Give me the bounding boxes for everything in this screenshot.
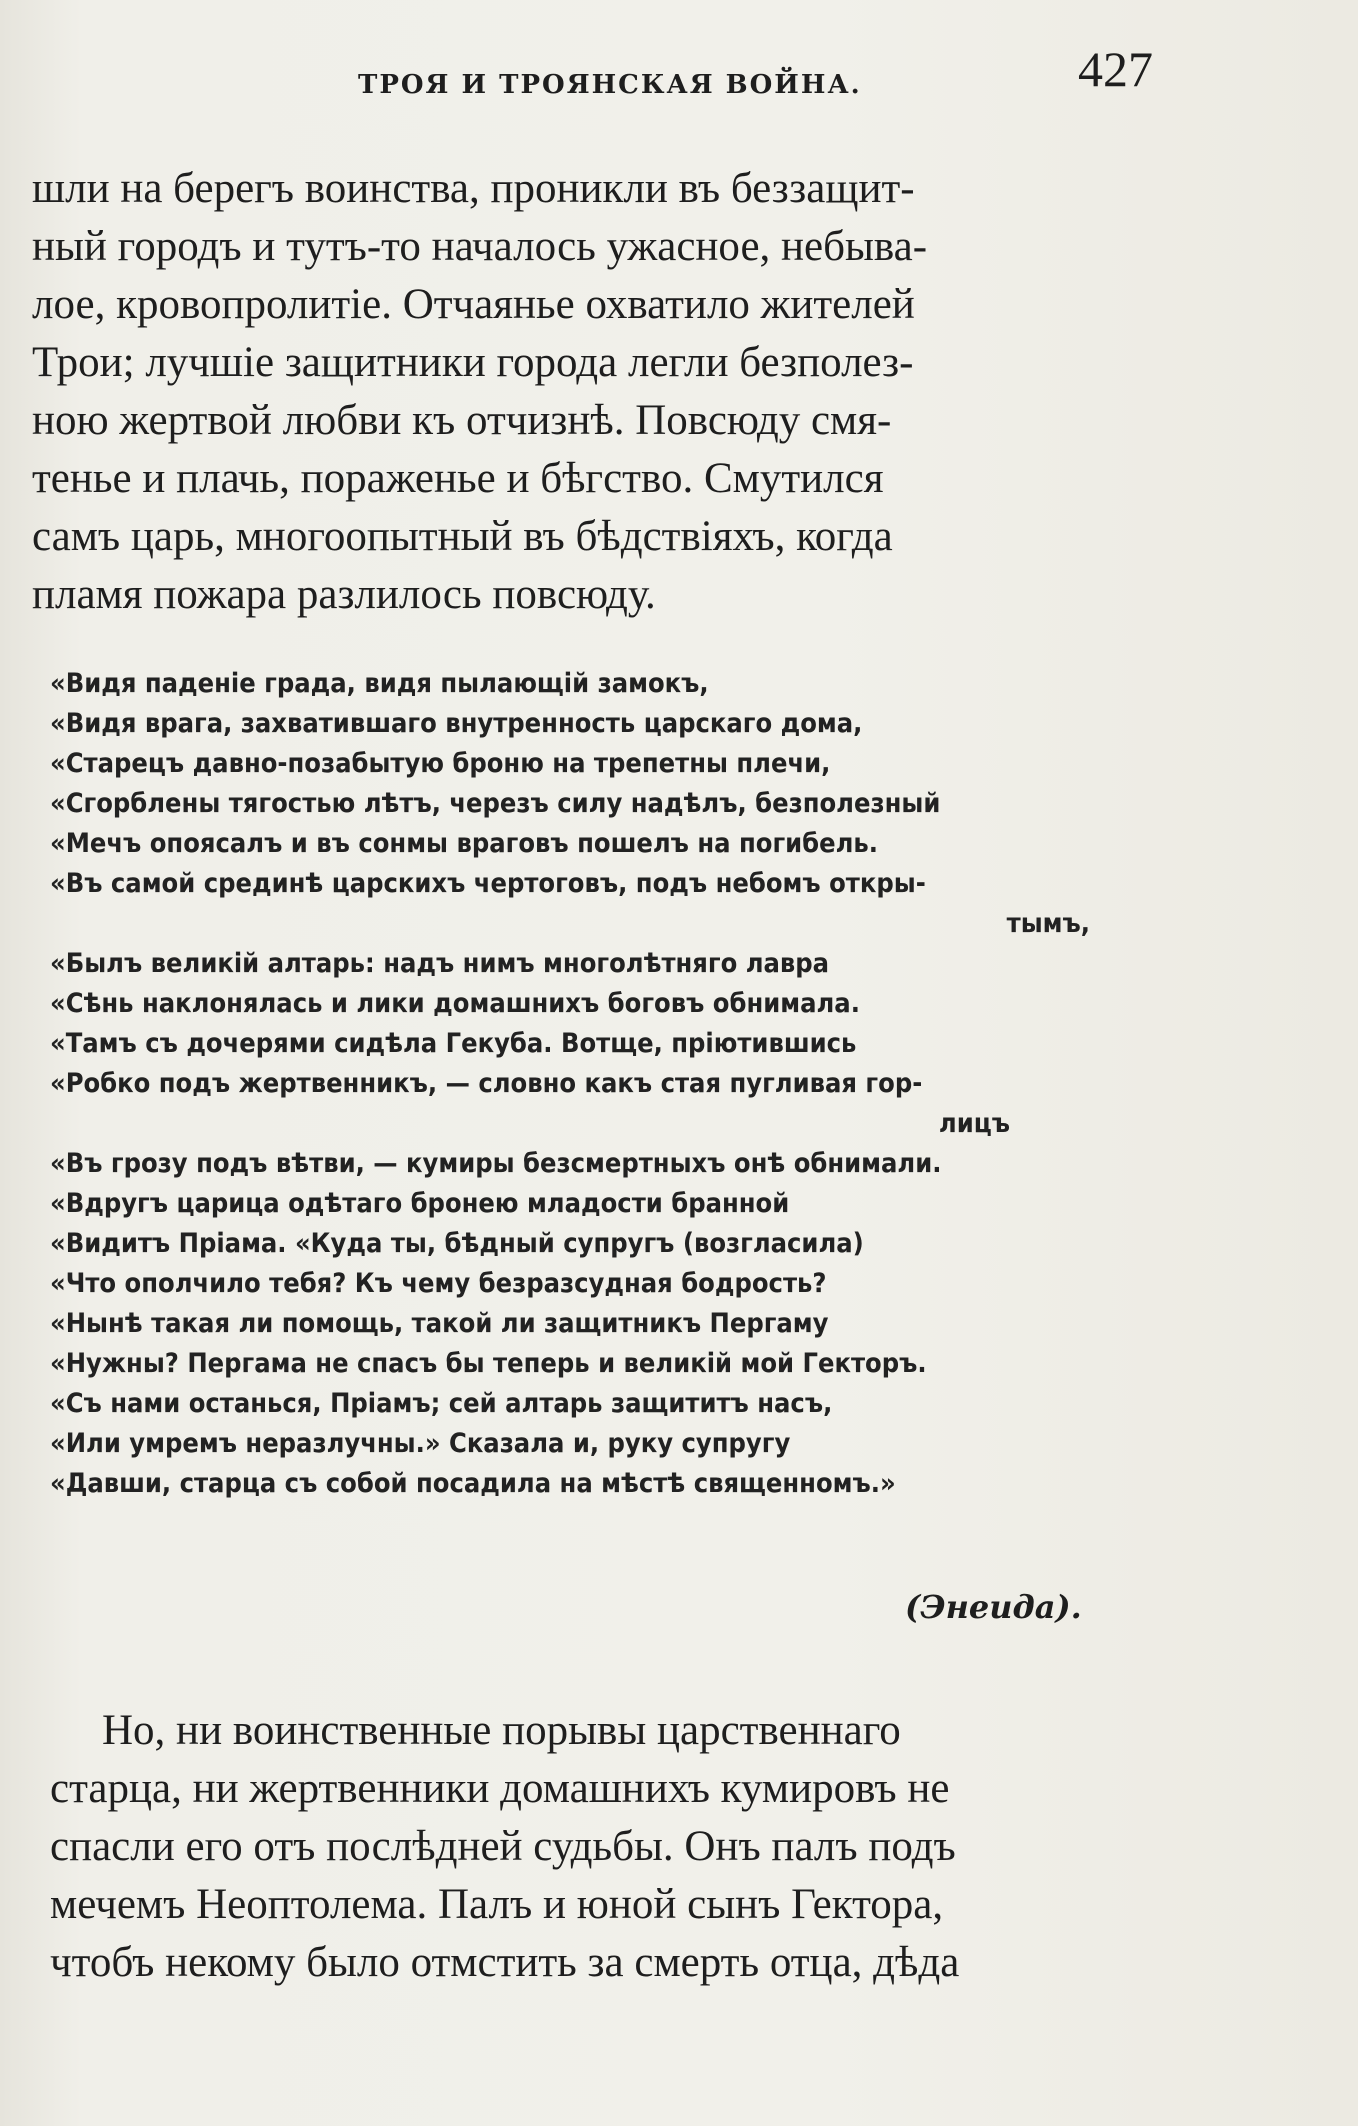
prose-line: Трои; лучшіе защитники города легли безполез- (32, 339, 914, 386)
poem-line: «Давши, старца съ собой посадила на мѣстѣ священномъ.» (50, 1468, 896, 1499)
poem-line: «Въ самой срединѣ царскихъ чертоговъ, подъ небомъ откры- (50, 868, 926, 899)
poem-line: «Тамъ съ дочерями сидѣла Гекуба. Вотще, пріютившись (50, 1028, 857, 1059)
poem-line: «Робко подъ жертвенникъ, — словно какъ стая пугливая гор- (50, 1068, 923, 1099)
poem-line: «Съ нами останься, Пріамъ; сей алтарь защититъ насъ, (50, 1388, 833, 1419)
poem-line: «Сѣнь наклонялась и лики домашнихъ боговъ обнимала. (50, 988, 860, 1019)
poem-line: «Что ополчило тебя? Къ чему безразсудная бодрость? (50, 1268, 827, 1299)
poem-line-continuation: лицъ (938, 1108, 1010, 1139)
prose-line: ною жертвой любви къ отчизнѣ. Повсюду смя- (32, 397, 892, 444)
poem-line: «Видя паденіе града, видя пылающій замокъ, (50, 668, 709, 699)
poem-line: «Мечъ опоясалъ и въ сонмы враговъ пошелъ на погибель. (50, 828, 878, 859)
prose-line: чтобъ некому было отмстить за смерть отца, дѣда (50, 1939, 960, 1986)
poem-line: «Былъ великій алтарь: надъ нимъ многолѣтняго лавра (50, 948, 830, 979)
source-citation: (Энеида). (905, 1588, 1082, 1626)
poem-line: «Сгорблены тягостью лѣтъ, черезъ силу надѣлъ, безполезный (50, 788, 941, 819)
running-title: ТРОЯ И ТРОЯНСКАЯ ВОЙНА. (358, 70, 862, 100)
prose-line: самъ царь, многоопытный въ бѣдствіяхъ, когда (32, 513, 893, 560)
poem-line: «Въ грозу подъ вѣтви, — кумиры безсмертныхъ онѣ обнимали. (50, 1148, 942, 1179)
page-number: 427 (1078, 41, 1153, 97)
prose-line: пламя пожара разлилось повсюду. (32, 571, 656, 618)
prose-line: лое, кровопролитіе. Отчаянье охватило жителей (32, 281, 915, 328)
prose-paragraph-top (32, 160, 1177, 624)
prose-line: старца, ни жертвенники домашнихъ кумировъ не (50, 1765, 950, 1812)
poem-line: «Или умремъ неразлучны.» Сказала и, руку супругу (50, 1428, 791, 1459)
poem-line: «Видитъ Пріама. «Куда ты, бѣдный супругъ (возгласила) (50, 1228, 864, 1259)
poem-line: «Нужны? Пергама не спасъ бы теперь и великій мой Гекторъ. (50, 1348, 927, 1379)
prose-line: тенье и плачь, пораженье и бѣгство. Смутился (32, 455, 884, 502)
poem-line-continuation: тымъ, (1006, 908, 1090, 939)
prose-line: спасли его отъ послѣдней судьбы. Онъ палъ подъ (50, 1823, 956, 1870)
prose-line: мечемъ Неоптолема. Палъ и юной сынъ Гектора, (50, 1881, 944, 1928)
poem-line: «Старецъ давно-позабытую броню на трепетны плечи, (50, 748, 831, 779)
prose-paragraph-bottom (50, 1702, 1195, 1992)
prose-line: Но, ни воинственные порывы царственнаго (102, 1707, 901, 1754)
poem-line: «Видя врага, захватившаго внутренность царскаго дома, (50, 708, 863, 739)
page-header (0, 40, 1358, 110)
prose-line: ный городъ и тутъ-то началось ужасное, небыва- (32, 223, 928, 270)
poem-quotation (50, 664, 1170, 1504)
prose-line: шли на берегъ воинства, проникли въ беззащит- (32, 165, 915, 212)
poem-line: «Вдругъ царица одѣтаго бронею младости бранной (50, 1188, 790, 1219)
poem-line: «Нынѣ такая ли помощь, такой ли защитникъ Пергаму (50, 1308, 829, 1339)
